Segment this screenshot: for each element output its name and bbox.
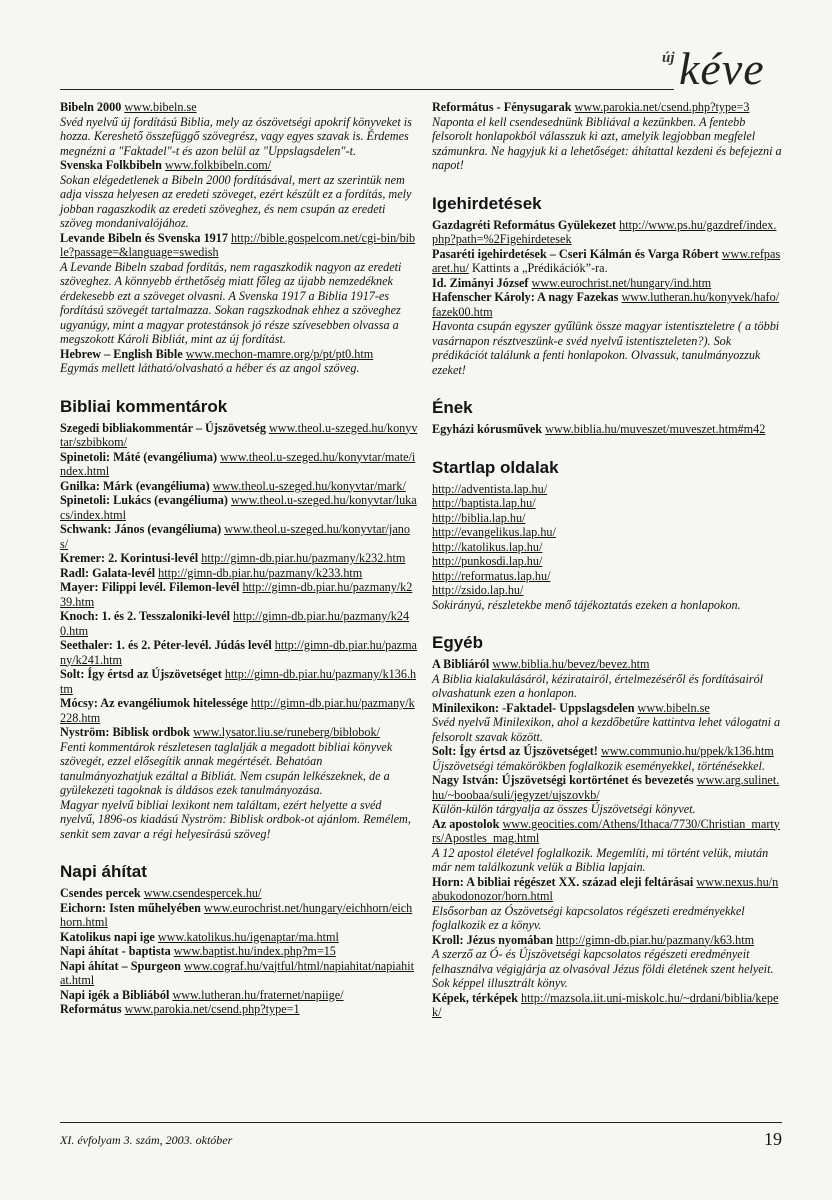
entry-title: Svenska Folkbibeln — [60, 158, 165, 172]
entry-description: Újszövetségi témakörökben foglalkozik eseményekkel, történésekkel. — [432, 758, 765, 773]
entry-link[interactable]: www.baptist.hu/index.php?m=15 — [173, 944, 336, 958]
startlap-link[interactable]: http://adventista.lap.hu/ — [432, 481, 548, 496]
entry — [60, 100, 418, 115]
entry — [432, 875, 782, 904]
section-heading: Igehirdetések — [432, 193, 542, 213]
entry-title: Gnilka: Márk (evangéliuma) — [60, 478, 213, 493]
entry — [60, 580, 418, 609]
section-gap — [60, 376, 418, 397]
section-gap — [432, 612, 782, 633]
entry-link[interactable]: www.eurochrist.net/hungary/eichhorn/eichhorn.html — [60, 900, 413, 929]
entry-title: Horn: A bibliai régészet XX. század eleji feltárásai — [432, 874, 697, 889]
entry — [60, 725, 418, 740]
entry-link[interactable]: http://gimn-db.piar.hu/pazmany/k241.htm — [60, 638, 417, 667]
entry-link[interactable]: www.theol.u-szeged.hu/konyvtar/mark/ — [212, 478, 406, 493]
startlap-links — [432, 482, 782, 598]
magazine-logo — [662, 42, 802, 92]
entry-link[interactable]: http://bible.gospelcom.net/cgi-bin/bible?passage=&language=swedish — [60, 230, 416, 259]
entry — [432, 773, 782, 802]
entry — [432, 817, 782, 846]
entry-title: Kroll: Jézus nyomában — [432, 932, 557, 947]
page-number: 19 — [764, 1129, 782, 1149]
entry-title: Spinetoli: Máté (evangéliuma) — [60, 449, 221, 464]
entry — [60, 609, 418, 638]
entry-link[interactable]: www.bibeln.se — [637, 700, 710, 715]
entry-description: Svéd nyelvű új fordítású Biblia, mely az ószövetségi apokrif könyveket is hozza. Kereshető összefüggő szövegrész, vagy egyes szavak is. Érdemes megnézni a "Faktadel"-t és azon belül az "Uppslagsdelen"-t. — [60, 114, 412, 158]
entry — [60, 944, 418, 959]
entry-title: Nagy István: Újszövetségi kortörténet és bevezetés — [432, 773, 697, 787]
section-heading: Napi áhítat — [60, 862, 147, 881]
section-gap — [432, 437, 782, 458]
entry-link[interactable]: www.theol.u-szeged.hu/konyvtar/szbibkom/ — [60, 420, 418, 449]
entry-link[interactable]: www.lutheran.hu/konyvek/hafo/fazek00.htm — [432, 290, 780, 319]
entry-title: Kremer: 2. Korintusi-levél — [60, 551, 202, 565]
entry-title: Minilexikon: -Faktadel- Uppslagsdelen — [432, 700, 638, 715]
entry — [432, 701, 782, 716]
entry-title: Csendes percek — [60, 886, 144, 900]
entry-description: Naponta el kell csendesednünk Bibliával a kezünkben. A fentebb felsorolt honlapokból válasszuk ki azt, amelyik legjobban megfelel számunkra. Ne hagyjuk ki a lehetőséget: áhítattal kezdeni és befejezni a napot! — [432, 114, 782, 172]
entry-title: Gazdagréti Református Gyülekezet — [432, 217, 620, 232]
entry-link[interactable]: www.nexus.hu/nabukodonozor/horn.html — [432, 874, 779, 903]
issue-info: XI. évfolyam 3. szám, 2003. október — [60, 1133, 233, 1147]
entry-link[interactable]: www.theol.u-szeged.hu/konyvtar/lukacs/index.html — [60, 493, 417, 522]
footer — [60, 1131, 782, 1149]
entry-title: Napi áhítat – Spurgeon — [60, 958, 184, 973]
entry-link[interactable]: http://gimn-db.piar.hu/pazmany/k239.htm — [60, 580, 413, 609]
entry — [60, 566, 418, 581]
entry — [60, 551, 418, 566]
entry-link[interactable]: www.geocities.com/Athens/Ithaca/7730/Christian_martyrs/Apostles_mag.html — [432, 816, 780, 845]
entry — [60, 886, 418, 901]
entry — [60, 959, 418, 988]
entry-link[interactable]: http://gimn-db.piar.hu/pazmany/k240.htm — [60, 609, 410, 638]
entry — [60, 988, 418, 1003]
entry-link[interactable]: www.biblia.hu/bevez/bevez.htm — [492, 657, 650, 671]
header-rule — [60, 89, 674, 90]
section-gap — [432, 173, 782, 194]
entry-title: Képek, térképek — [432, 990, 522, 1005]
entry-title: Pasaréti igehirdetések – Cseri Kálmán és Varga Róbert — [432, 246, 722, 261]
entry-link[interactable]: http://www.ps.hu/gazdref/index.php?path=%2Figehirdetesek — [432, 217, 777, 246]
entry-link[interactable]: www.theol.u-szeged.hu/konyvtar/janos/ — [60, 522, 410, 551]
entry-description: Külön-külön tárgyalja az összes Újszövetségi könyvet. — [432, 802, 696, 816]
entry — [432, 247, 782, 276]
entry-description: A Biblia kialakulásáról, kéziratairól, értelmezéséről és fordításairól olvashatunk ezen a honlapon. — [432, 671, 764, 700]
startlap-link[interactable]: http://katolikus.lap.hu/ — [432, 539, 543, 554]
entry-title: Az apostolok — [432, 816, 503, 831]
section-heading: Egyéb — [432, 633, 484, 652]
entry-link[interactable]: http://mazsola.iit.uni-miskolc.hu/~drdani/biblia/kepek/ — [432, 990, 779, 1019]
entry — [60, 901, 418, 930]
entry-link[interactable]: http://gimn-db.piar.hu/pazmany/k228.htm — [60, 696, 415, 725]
entry-link[interactable]: http://gimn-db.piar.hu/pazmany/k63.htm — [556, 932, 755, 947]
startlap-link[interactable]: http://zsido.lap.hu/ — [432, 583, 524, 597]
entry — [432, 933, 782, 948]
entry — [60, 638, 418, 667]
entry-title: Radl: Galata-levél — [60, 565, 159, 580]
entry-link[interactable]: www.communio.hu/ppek/k136.htm — [600, 744, 774, 758]
entry-link[interactable]: www.lutheran.hu/fraternet/napiige/ — [172, 987, 344, 1002]
entry-title: Egyházi kórusművek — [432, 422, 546, 436]
entry-link[interactable]: www.parokia.net/csend.php?type=3 — [574, 100, 750, 114]
entry-link[interactable]: www.bibeln.se — [124, 100, 197, 114]
entry-link[interactable]: www.theol.u-szeged.hu/konyvtar/mate/index.html — [60, 449, 416, 478]
entry-link[interactable]: http://gimn-db.piar.hu/pazmany/k232.htm — [201, 551, 406, 565]
entry — [432, 290, 782, 319]
entry — [60, 158, 418, 173]
section-description: Magyar nyelvű bibliai lexikont nem találtam, ezért helyette a svéd nyelvű, 1896-os kiadású Nyström: Biblisk ordbok-ot ajánlom. Remélem, senkit sem zavar a régi helyesírású szöveg! — [60, 797, 411, 841]
entry-link[interactable]: www.katolikus.hu/igenaptar/ma.html — [157, 929, 339, 944]
entry — [432, 991, 782, 1020]
entry-title: Katolikus napi ige — [60, 929, 158, 944]
entry — [60, 522, 418, 551]
section-heading: Ének — [432, 398, 473, 417]
entry-title: Eichorn: Isten műhelyében — [60, 900, 204, 915]
entry-link[interactable]: www.refpasaret.hu/ — [432, 246, 781, 275]
logo-main: kéve — [679, 43, 765, 94]
entry-link[interactable]: www.cograf.hu/vajtful/html/napiahitat/napiahitat.html — [60, 958, 414, 987]
section-heading: Startlap oldalak — [432, 457, 559, 477]
entry-note: Kattints a „Prédikációk”-ra. — [468, 261, 608, 275]
right-column — [432, 100, 782, 1020]
entry — [60, 930, 418, 945]
entry — [60, 1002, 418, 1017]
entry — [432, 100, 782, 115]
entry-title: Solt: Így értsd az Újszövetséget — [60, 667, 225, 681]
section-gap — [432, 377, 782, 398]
entry-description: A 12 apostol életével foglalkozik. Megemlíti, mi történt velük, miután már nem találkozunk velük a Biblia lapjain. — [432, 845, 769, 874]
logo-small: új — [662, 50, 675, 66]
entry — [60, 347, 418, 362]
startlap-link[interactable]: http://baptista.lap.hu/ — [432, 496, 536, 510]
entry-title: Református - Fénysugarak — [432, 100, 575, 114]
entry-title: Solt: Így értsd az Újszövetséget! — [432, 744, 601, 758]
entry-title: Református — [60, 1002, 125, 1016]
entry — [432, 744, 782, 759]
entry — [60, 667, 418, 696]
section-heading: Bibliai kommentárok — [60, 396, 228, 416]
entry-title: Schwank: János (evangéliuma) — [60, 522, 225, 536]
entry — [432, 657, 782, 672]
entry-title: Bibeln 2000 — [60, 100, 125, 114]
entry-link[interactable]: www.lysator.liu.se/runeberg/biblobok/ — [193, 725, 380, 739]
entry-description: A Levande Bibeln szabad fordítás, nem ragaszkodik nagyon az eredeti szöveghez. A könnyebb érthetőség miatt főleg az újabb nemzedéknek érdekesebb ezt a szöveget olvasni. A Svenska 1917 a Biblia 1917-es fordítású szövegét tartalmazza. Sokan ragszkodnak ehhez a szöveghez ugyanúgy, mint a magyar protestánsok jó része szívesebben olvassa a megszokott Károli Bibliát, mint az új fordítást. — [60, 259, 402, 346]
entry-title: Mócsy: Az evangéliumok hitelessége — [60, 696, 251, 710]
section-description: Sokirányú, részletekbe menő tájékoztatás ezeken a honlapokon. — [432, 597, 741, 612]
entry — [60, 493, 418, 522]
left-column — [60, 100, 418, 1017]
entry-description: Elsősorban az Ószövetségi kapcsolatos régészeti eredményekkel foglalkozik ez a könyv. — [432, 903, 745, 932]
startlap-link[interactable]: http://evangelikus.lap.hu/ — [432, 525, 556, 539]
entry-link[interactable]: www.arg.sulinet.hu/~boobaa/suli/jegyzet/ujszovkb/ — [432, 773, 780, 802]
entry-description: A szerző az Ó- és Újszövetségi kapcsolatos régészeti eredményeit felhasználva végigjárja az olvasóval Jézus földi életének szent helyeit. Sok képpel illusztrált könyv. — [432, 947, 774, 990]
entry-title: Knoch: 1. és 2. Tesszaloniki-levél — [60, 609, 234, 623]
entry-title: Seethaler: 1. és 2. Péter-levél. Júdás levél — [60, 638, 275, 652]
section-description: Fenti kommentárok részletesen taglalják a megadott bibliai könyvek szövegét, ezzel elősegítik annak megértését. Behatóan tanulmányozhatjuk ezáltal a Bibliát. Nem csupán lelkészeknek, de a gyülekezeti tagoknak is áldásos ezek tanulmányozása. — [60, 739, 393, 797]
entry-link[interactable]: www.folkbibeln.com/ — [165, 158, 272, 172]
entry-description: Sokan elégedetlenek a Bibeln 2000 fordításával, mert az szerintük nem adja vissza helyesen az eredeti szöveget, ezért készült ez a fordítás, mely jobban ragaszkodik az eredeti szöveghez, és nem csupán az eredeti szöveg mondanivalójához. — [60, 172, 412, 230]
entry-link[interactable]: http://gimn-db.piar.hu/pazmany/k136.htm — [60, 667, 417, 696]
startlap-link[interactable]: http://biblia.lap.hu/ — [432, 510, 526, 525]
entry-title: Spinetoli: Lukács (evangéliuma) — [60, 493, 231, 507]
entry — [432, 218, 782, 247]
entry-link[interactable]: www.csendespercek.hu/ — [143, 886, 262, 900]
entry-link[interactable]: www.mechon-mamre.org/p/pt/pt0.htm — [185, 346, 374, 361]
entry-title: Napi áhítat - baptista — [60, 944, 174, 958]
entry-title: Levande Bibeln és Svenska 1917 — [60, 230, 231, 245]
entry-title: Napi igék a Bibliából — [60, 987, 173, 1002]
section-description: Havonta csupán egyszer gyűlünk össze magyar istentiszteletre ( a többi vasárnapon résztveszünk-e svéd nyelvű istentiszteleten?). Sok prédikációt találunk a fenti honlapokon. Olvassuk, tanulmányozzuk ezeket! — [432, 319, 780, 377]
startlap-link[interactable]: http://reformatus.lap.hu/ — [432, 568, 551, 583]
entry — [60, 231, 418, 260]
entry-link[interactable]: www.biblia.hu/muveszet/muveszet.htm#m42 — [545, 422, 766, 436]
entry — [60, 421, 418, 450]
entry-title: Mayer: Filippi levél. Filemon-levél — [60, 580, 243, 594]
entry-title: Nyström: Biblisk ordbok — [60, 725, 194, 739]
entry-description: Svéd nyelvű Minilexikon, ahol a kezdőbetűre kattintva lehet válogatni a felsorolt szavak között. — [432, 715, 781, 744]
entry-link[interactable]: http://gimn-db.piar.hu/pazmany/k233.htm — [158, 565, 363, 580]
entry-title: Hafenscher Károly: A nagy Fazekas — [432, 290, 622, 304]
entry-title: Szegedi bibliakommentár – Újszövetség — [60, 420, 269, 435]
entry — [60, 450, 418, 479]
entry-link[interactable]: www.eurochrist.net/hungary/ind.htm — [531, 275, 712, 290]
entry-title: Id. Zimányi József — [432, 275, 532, 290]
startlap-link[interactable]: http://punkosdi.lap.hu/ — [432, 554, 543, 568]
section-gap — [60, 841, 418, 862]
footer-rule — [60, 1122, 782, 1123]
entry-title: Hebrew – English Bible — [60, 346, 186, 361]
entry-description: Egymás mellett látható/olvasható a héber és az angol szöveg. — [60, 361, 360, 375]
entry — [60, 479, 418, 494]
entry — [432, 276, 782, 291]
entry — [60, 696, 418, 725]
entry — [432, 422, 782, 437]
entry-link[interactable]: www.parokia.net/csend.php?type=1 — [124, 1002, 300, 1016]
entry-title: A Bibliáról — [432, 657, 493, 671]
